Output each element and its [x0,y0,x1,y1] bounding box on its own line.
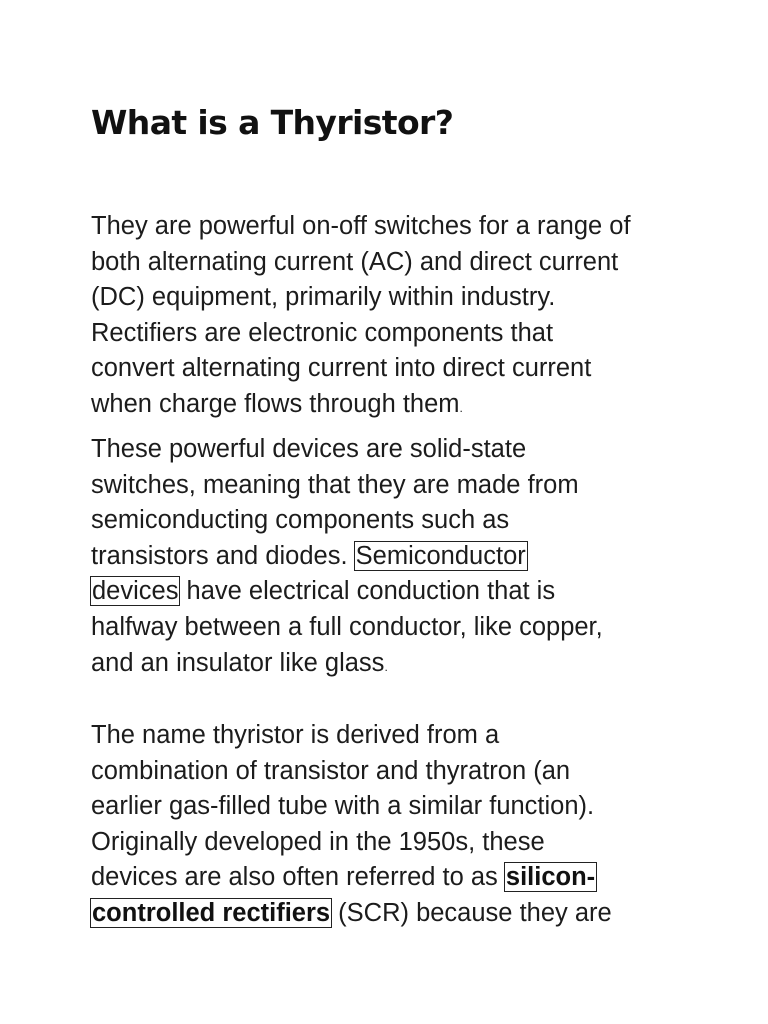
text-segment: (SCR) because they are [331,898,612,927]
text-line: combination of transistor and thyratron (an [91,756,571,785]
text-segment: transistors and diodes. [91,541,355,570]
text-segment: have electrical conduction that is [179,577,556,606]
period-mark: . [384,659,388,674]
text-line: Originally developed in the 1950s, these [91,827,545,856]
text-line: Rectifiers are electronic components that [91,318,554,347]
text-line [91,387,691,423]
text-line [91,574,691,610]
text-segment: when charge flows through them [91,389,460,418]
semiconductor-devices-link[interactable]: devices [92,577,179,606]
text-line: They are powerful on-off switches for a range of [91,212,631,240]
period-mark: . [459,400,463,415]
text-line [91,896,691,932]
text-line [91,646,691,682]
text-line [91,860,691,896]
paragraph-3 [91,718,691,932]
text-line: both alternating current (AC) and direct current [91,247,619,276]
paragraph-2 [91,432,691,681]
semiconductor-devices-link[interactable]: Semiconductor [355,541,526,570]
text-line: (DC) equipment, primarily within industry. [91,283,556,312]
text-line: halfway between a full conductor, like copper, [91,612,603,641]
paragraph-1 [91,209,691,423]
page-title: What is a Thyristor? [91,103,454,142]
text-line: earlier gas-filled tube with a similar function). [91,792,595,821]
text-line: semiconducting components such as [91,506,510,535]
silicon-controlled-rectifiers-link[interactable]: silicon- [505,863,596,892]
silicon-controlled-rectifiers-link[interactable]: controlled rectifiers [92,898,331,927]
text-segment: devices are also often referred to as [91,863,505,892]
text-line: These powerful devices are solid-state [91,435,527,463]
text-line: The name thyristor is derived from a [91,721,500,749]
text-line: switches, meaning that they are made from [91,470,579,499]
text-line [91,539,691,575]
text-line: convert alternating current into direct current [91,354,592,383]
text-segment: and an insulator like glass [91,648,385,677]
